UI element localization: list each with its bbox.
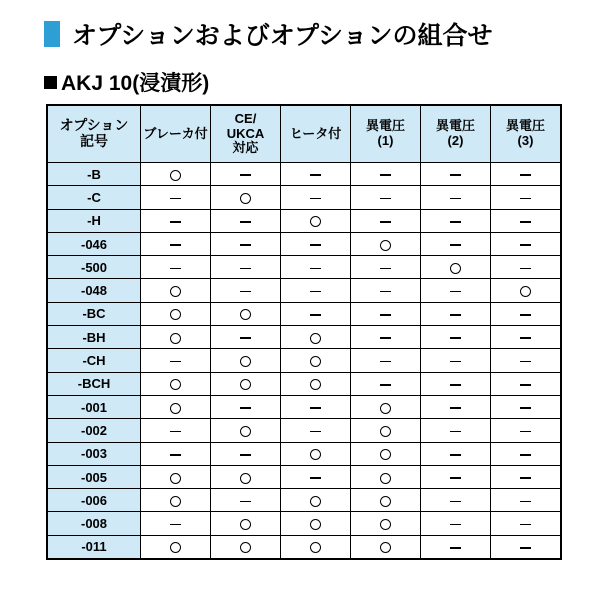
section-title xyxy=(0,58,600,104)
circle-icon xyxy=(240,473,251,484)
mark-dash-cell xyxy=(211,279,281,302)
option-symbol-cell: -BCH xyxy=(47,372,141,395)
mark-dash-cell xyxy=(421,209,491,232)
mark-dash-cell xyxy=(421,372,491,395)
table-row xyxy=(47,163,561,186)
mark-dash-cell xyxy=(491,256,562,279)
circle-icon xyxy=(240,356,251,367)
circle-icon xyxy=(170,333,181,344)
dash-icon xyxy=(450,174,461,176)
circle-icon xyxy=(380,542,391,553)
dash-icon xyxy=(520,337,531,339)
dash-icon xyxy=(520,477,531,479)
dash-icon xyxy=(450,384,461,386)
mark-circle-cell xyxy=(211,419,281,442)
circle-icon xyxy=(240,426,251,437)
dash-icon xyxy=(520,454,531,456)
mark-circle-cell xyxy=(281,535,351,559)
mark-dash-cell xyxy=(351,279,421,302)
dash-icon xyxy=(520,361,531,363)
mark-dash-cell xyxy=(351,186,421,209)
dash-icon xyxy=(380,198,391,200)
table-row xyxy=(47,535,561,559)
option-symbol-cell: -H xyxy=(47,209,141,232)
mark-dash-cell xyxy=(351,209,421,232)
mark-dash-cell xyxy=(211,395,281,418)
circle-icon xyxy=(170,542,181,553)
circle-icon xyxy=(380,449,391,460)
circle-icon xyxy=(170,496,181,507)
mark-dash-cell xyxy=(141,512,211,535)
mark-circle-cell xyxy=(281,512,351,535)
dash-icon xyxy=(170,221,181,223)
mark-dash-cell xyxy=(421,442,491,465)
dash-icon xyxy=(450,477,461,479)
table-row xyxy=(47,372,561,395)
mark-circle-cell xyxy=(211,512,281,535)
mark-circle-cell xyxy=(141,395,211,418)
heading-accent-bar xyxy=(44,21,60,47)
option-symbol-cell: -C xyxy=(47,186,141,209)
dash-icon xyxy=(450,244,461,246)
mark-circle-cell xyxy=(141,326,211,349)
option-symbol-cell: -500 xyxy=(47,256,141,279)
dash-icon xyxy=(450,431,461,433)
table-row xyxy=(47,512,561,535)
circle-icon xyxy=(380,426,391,437)
circle-icon xyxy=(240,309,251,320)
option-symbol-cell: -CH xyxy=(47,349,141,372)
column-header-option-symbol: オプション 記号 xyxy=(47,105,141,163)
circle-icon xyxy=(520,286,531,297)
mark-dash-cell xyxy=(281,395,351,418)
mark-dash-cell xyxy=(141,442,211,465)
mark-dash-cell xyxy=(351,326,421,349)
dash-icon xyxy=(310,268,321,270)
mark-dash-cell xyxy=(421,232,491,255)
mark-dash-cell xyxy=(281,163,351,186)
mark-circle-cell xyxy=(421,256,491,279)
mark-dash-cell xyxy=(211,489,281,512)
mark-circle-cell xyxy=(351,232,421,255)
circle-icon xyxy=(450,263,461,274)
mark-dash-cell xyxy=(281,302,351,325)
dash-icon xyxy=(240,407,251,409)
mark-circle-cell xyxy=(281,489,351,512)
mark-circle-cell xyxy=(141,302,211,325)
circle-icon xyxy=(170,379,181,390)
mark-circle-cell xyxy=(141,279,211,302)
mark-dash-cell xyxy=(281,419,351,442)
column-header-0: ブレーカ付 xyxy=(141,105,211,163)
mark-dash-cell xyxy=(211,163,281,186)
mark-circle-cell xyxy=(351,512,421,535)
circle-icon xyxy=(380,473,391,484)
dash-icon xyxy=(520,431,531,433)
mark-dash-cell xyxy=(421,349,491,372)
mark-circle-cell xyxy=(211,302,281,325)
option-symbol-cell: -046 xyxy=(47,232,141,255)
mark-circle-cell xyxy=(211,349,281,372)
dash-icon xyxy=(240,454,251,456)
dash-icon xyxy=(240,291,251,293)
circle-icon xyxy=(170,473,181,484)
dash-icon xyxy=(520,314,531,316)
dash-icon xyxy=(380,314,391,316)
mark-dash-cell xyxy=(491,489,562,512)
mark-dash-cell xyxy=(491,232,562,255)
mark-circle-cell xyxy=(141,489,211,512)
table-row xyxy=(47,419,561,442)
mark-dash-cell xyxy=(141,232,211,255)
mark-circle-cell xyxy=(141,163,211,186)
section-title-text: AKJ 10(浸漬形) xyxy=(61,72,210,95)
dash-icon xyxy=(380,384,391,386)
mark-dash-cell xyxy=(141,186,211,209)
option-symbol-cell: -008 xyxy=(47,512,141,535)
dash-icon xyxy=(520,524,531,526)
dash-icon xyxy=(380,337,391,339)
table-row xyxy=(47,489,561,512)
circle-icon xyxy=(170,309,181,320)
dash-icon xyxy=(450,524,461,526)
dash-icon xyxy=(380,291,391,293)
dash-icon xyxy=(310,244,321,246)
mark-dash-cell xyxy=(211,442,281,465)
mark-dash-cell xyxy=(491,163,562,186)
dash-icon xyxy=(170,361,181,363)
mark-dash-cell xyxy=(491,186,562,209)
circle-icon xyxy=(170,403,181,414)
table-row xyxy=(47,302,561,325)
table-row xyxy=(47,465,561,488)
mark-dash-cell xyxy=(491,535,562,559)
mark-circle-cell xyxy=(281,372,351,395)
mark-circle-cell xyxy=(351,419,421,442)
dash-icon xyxy=(240,268,251,270)
mark-circle-cell xyxy=(281,326,351,349)
mark-dash-cell xyxy=(491,372,562,395)
mark-circle-cell xyxy=(141,465,211,488)
circle-icon xyxy=(240,379,251,390)
dash-icon xyxy=(170,524,181,526)
circle-icon xyxy=(240,193,251,204)
mark-circle-cell xyxy=(351,465,421,488)
dash-icon xyxy=(380,221,391,223)
circle-icon xyxy=(240,519,251,530)
mark-dash-cell xyxy=(141,419,211,442)
dash-icon xyxy=(520,547,531,549)
dash-icon xyxy=(520,198,531,200)
circle-icon xyxy=(380,519,391,530)
mark-circle-cell xyxy=(211,465,281,488)
circle-icon xyxy=(380,240,391,251)
mark-circle-cell xyxy=(281,209,351,232)
dash-icon xyxy=(310,477,321,479)
dash-icon xyxy=(240,337,251,339)
mark-dash-cell xyxy=(141,349,211,372)
dash-icon xyxy=(380,174,391,176)
table-row xyxy=(47,442,561,465)
mark-dash-cell xyxy=(211,209,281,232)
option-symbol-cell: -005 xyxy=(47,465,141,488)
mark-dash-cell xyxy=(421,186,491,209)
dash-icon xyxy=(240,244,251,246)
dash-icon xyxy=(450,501,461,503)
mark-dash-cell xyxy=(421,535,491,559)
dash-icon xyxy=(520,384,531,386)
dash-icon xyxy=(450,198,461,200)
dash-icon xyxy=(310,407,321,409)
mark-circle-cell xyxy=(141,535,211,559)
table-row xyxy=(47,395,561,418)
table-row xyxy=(47,326,561,349)
option-symbol-cell: -003 xyxy=(47,442,141,465)
dash-icon xyxy=(520,221,531,223)
dash-icon xyxy=(170,198,181,200)
circle-icon xyxy=(240,542,251,553)
dash-icon xyxy=(310,291,321,293)
option-symbol-cell: -048 xyxy=(47,279,141,302)
mark-dash-cell xyxy=(351,372,421,395)
square-bullet-icon xyxy=(44,76,57,89)
option-combination-table xyxy=(46,104,562,560)
dash-icon xyxy=(520,407,531,409)
dash-icon xyxy=(520,244,531,246)
mark-circle-cell xyxy=(141,372,211,395)
mark-circle-cell xyxy=(351,489,421,512)
option-table-container xyxy=(0,104,600,560)
mark-circle-cell xyxy=(211,535,281,559)
mark-dash-cell xyxy=(491,209,562,232)
dash-icon xyxy=(520,174,531,176)
circle-icon xyxy=(310,496,321,507)
mark-dash-cell xyxy=(281,256,351,279)
mark-dash-cell xyxy=(281,232,351,255)
dash-icon xyxy=(240,174,251,176)
dash-icon xyxy=(450,314,461,316)
mark-circle-cell xyxy=(281,349,351,372)
mark-dash-cell xyxy=(211,326,281,349)
circle-icon xyxy=(310,333,321,344)
dash-icon xyxy=(450,547,461,549)
mark-dash-cell xyxy=(141,209,211,232)
option-symbol-cell: -BH xyxy=(47,326,141,349)
dash-icon xyxy=(450,221,461,223)
column-header-3: 異電圧 (1) xyxy=(351,105,421,163)
mark-dash-cell xyxy=(491,512,562,535)
column-header-5: 異電圧 (3) xyxy=(491,105,562,163)
mark-dash-cell xyxy=(351,163,421,186)
circle-icon xyxy=(310,542,321,553)
circle-icon xyxy=(380,496,391,507)
mark-dash-cell xyxy=(421,465,491,488)
circle-icon xyxy=(170,286,181,297)
dash-icon xyxy=(380,268,391,270)
dash-icon xyxy=(520,268,531,270)
option-symbol-cell: -011 xyxy=(47,535,141,559)
table-header-row xyxy=(47,105,561,163)
table-row xyxy=(47,186,561,209)
circle-icon xyxy=(380,403,391,414)
mark-dash-cell xyxy=(421,512,491,535)
mark-dash-cell xyxy=(421,279,491,302)
mark-dash-cell xyxy=(351,349,421,372)
dash-icon xyxy=(310,314,321,316)
table-row xyxy=(47,279,561,302)
option-symbol-cell: -002 xyxy=(47,419,141,442)
mark-dash-cell xyxy=(421,163,491,186)
mark-dash-cell xyxy=(421,419,491,442)
mark-dash-cell xyxy=(491,465,562,488)
dash-icon xyxy=(310,174,321,176)
table-row xyxy=(47,256,561,279)
circle-icon xyxy=(310,449,321,460)
option-symbol-cell: -006 xyxy=(47,489,141,512)
dash-icon xyxy=(240,501,251,503)
mark-dash-cell xyxy=(491,326,562,349)
mark-dash-cell xyxy=(141,256,211,279)
mark-dash-cell xyxy=(421,395,491,418)
table-row xyxy=(47,232,561,255)
dash-icon xyxy=(450,454,461,456)
table-head xyxy=(47,105,561,163)
mark-dash-cell xyxy=(281,279,351,302)
mark-circle-cell xyxy=(281,442,351,465)
mark-dash-cell xyxy=(211,256,281,279)
mark-dash-cell xyxy=(351,256,421,279)
mark-circle-cell xyxy=(351,395,421,418)
table-body xyxy=(47,163,561,560)
dash-icon xyxy=(310,198,321,200)
mark-dash-cell xyxy=(281,465,351,488)
mark-dash-cell xyxy=(491,442,562,465)
option-symbol-cell: -BC xyxy=(47,302,141,325)
dash-icon xyxy=(310,431,321,433)
dash-icon xyxy=(450,291,461,293)
mark-dash-cell xyxy=(421,489,491,512)
page-title xyxy=(0,0,600,58)
circle-icon xyxy=(170,170,181,181)
dash-icon xyxy=(450,337,461,339)
mark-dash-cell xyxy=(351,302,421,325)
column-header-2: ヒータ付 xyxy=(281,105,351,163)
dash-icon xyxy=(380,361,391,363)
dash-icon xyxy=(240,221,251,223)
mark-dash-cell xyxy=(491,349,562,372)
dash-icon xyxy=(170,454,181,456)
column-header-4: 異電圧 (2) xyxy=(421,105,491,163)
mark-dash-cell xyxy=(491,395,562,418)
table-row xyxy=(47,209,561,232)
circle-icon xyxy=(310,519,321,530)
circle-icon xyxy=(310,216,321,227)
mark-dash-cell xyxy=(421,326,491,349)
mark-dash-cell xyxy=(491,419,562,442)
dash-icon xyxy=(170,268,181,270)
mark-circle-cell xyxy=(491,279,562,302)
option-symbol-cell: -001 xyxy=(47,395,141,418)
dash-icon xyxy=(450,407,461,409)
option-symbol-cell: -B xyxy=(47,163,141,186)
dash-icon xyxy=(170,431,181,433)
mark-dash-cell xyxy=(491,302,562,325)
circle-icon xyxy=(310,379,321,390)
mark-circle-cell xyxy=(211,186,281,209)
dash-icon xyxy=(520,501,531,503)
dash-icon xyxy=(170,244,181,246)
heading-text: オプションおよびオプションの組合せ xyxy=(72,22,493,50)
mark-circle-cell xyxy=(211,372,281,395)
mark-dash-cell xyxy=(421,302,491,325)
circle-icon xyxy=(310,356,321,367)
column-header-1: CE/ UKCA 対応 xyxy=(211,105,281,163)
mark-circle-cell xyxy=(351,535,421,559)
table-row xyxy=(47,349,561,372)
mark-dash-cell xyxy=(281,186,351,209)
mark-dash-cell xyxy=(211,232,281,255)
mark-circle-cell xyxy=(351,442,421,465)
dash-icon xyxy=(450,361,461,363)
